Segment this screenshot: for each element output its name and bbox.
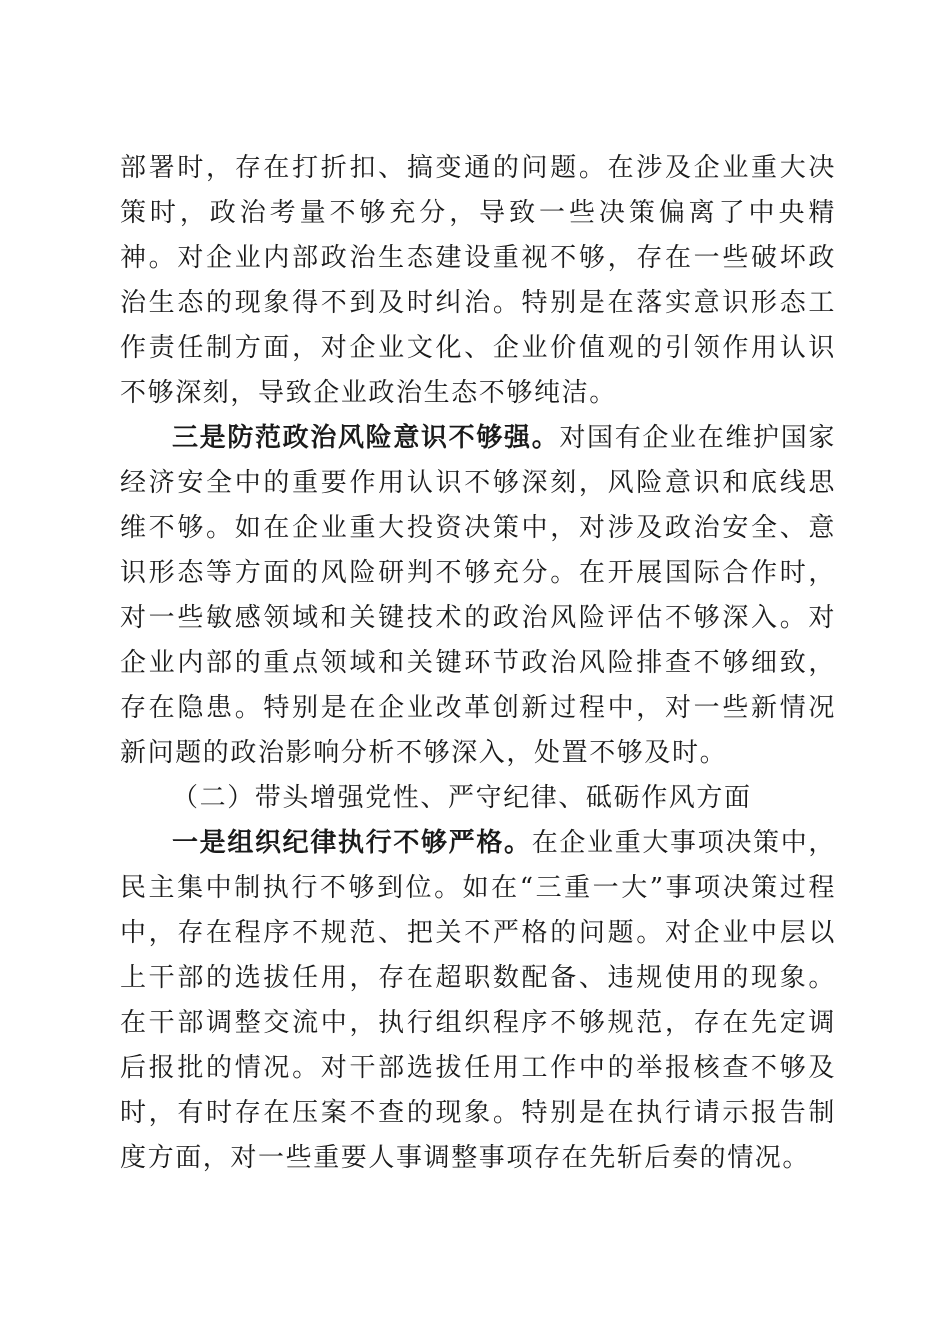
paragraph-text: 在企业重大事项决策中，民主集中制执行不够到位。如在“三重一大”事项决策过程中，存在程序不规范、把关不严格的问题。对企业中层以上干部的选拔任用，存在超职数配备、违规使用的现象。在干部调整交流中，执行组织程序不够规范，存在先定调后报批的情况。对干部选拔任用工作中的举报核查不够及时，有时存在压案不查的现象。特别是在执行请示报告制度方面，对一些重要人事调整事项存在先斩后奏的情况。 [120,828,836,1173]
section-heading: （二）带头增强党性、严守纪律、砥砺作风方面 [172,783,752,813]
paragraph-text: 对国有企业在维护国家经济安全中的重要作用认识不够深刻，风险意识和底线思维不够。如在企业重大投资决策中，对涉及政治安全、意识形态等方面的风险研判不够充分。在开展国际合作时，对一些敏感领域和关键技术的政治风险评估不够深入。对企业内部的重点领域和关键环节政治风险排查不够细致，存在隐患。特别是在企业改革创新过程中，对一些新情况新问题的政治影响分析不够深入，处置不够及时。 [120,423,836,768]
paragraph-continuation [120,146,836,416]
paragraph-organizational-discipline [120,821,836,1181]
paragraph-text: 部署时，存在打折扣、搞变通的问题。在涉及企业重大决策时，政治考量不够充分，导致一些决策偏离了中央精神。对企业内部政治生态建设重视不够，存在一些破坏政治生态的现象得不到及时纠治。特别是在落实意识形态工作责任制方面，对企业文化、企业价值观的引领作用认识不够深刻，导致企业政治生态不够纯洁。 [120,153,836,408]
paragraph-political-risk [120,416,836,776]
document-body [120,146,836,1181]
paragraph-lead: 三是防范政治风险意识不够强。 [172,423,560,453]
paragraph-lead: 一是组织纪律执行不够严格。 [172,828,532,858]
